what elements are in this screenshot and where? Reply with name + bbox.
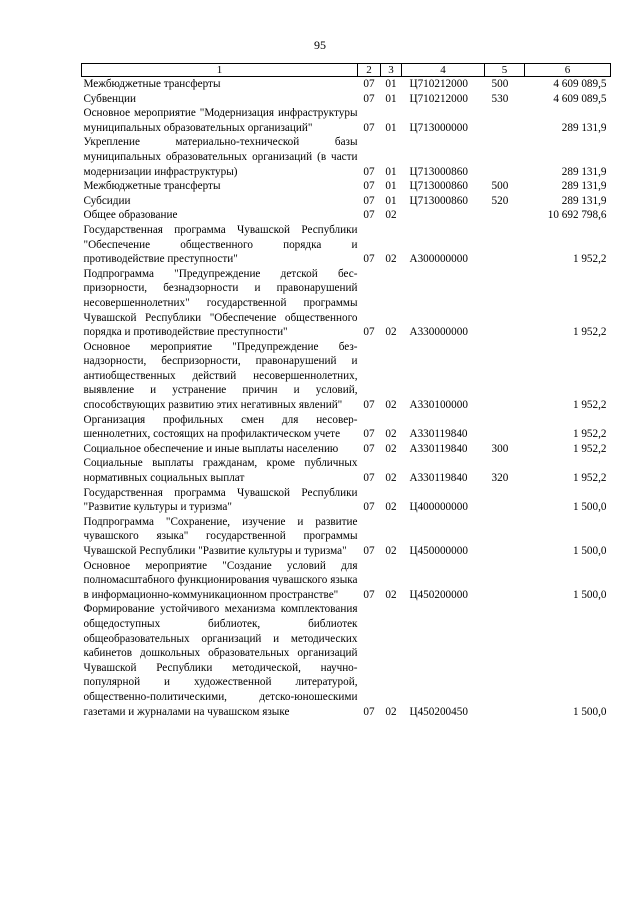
row-subsection: 02 (385, 472, 397, 485)
row-expense-kind (485, 559, 525, 603)
column-header-target: 4 (402, 64, 485, 77)
row-name: Межбюджетные трансферты (83, 180, 221, 193)
row-amount: 4 609 089,5 (553, 92, 607, 105)
row-target-code: Ц450200450 (409, 705, 468, 718)
table-header (82, 64, 611, 77)
row-section: 07 (363, 92, 375, 105)
row-amount: 1 500,0 (572, 705, 607, 718)
row-subsection: 01 (385, 78, 397, 90)
row-target-code: Ц713000860 (409, 180, 468, 193)
row-expense-kind (485, 223, 525, 267)
table-row (82, 486, 611, 515)
row-amount: 1 952,2 (572, 253, 607, 266)
row-amount: 1 500,0 (572, 501, 607, 514)
row-subsection: 02 (385, 545, 397, 557)
row-name: Общее образование (83, 209, 178, 222)
table-row (82, 208, 611, 223)
row-expense-kind (485, 515, 525, 559)
row-name: Межбюджетные трансферты (83, 78, 221, 90)
row-amount: 289 131,9 (561, 121, 607, 134)
row-target-code: Ц713000000 (409, 121, 468, 134)
row-subsection: 02 (385, 399, 397, 412)
row-expense-kind (485, 267, 525, 340)
row-section: 07 (363, 209, 375, 222)
row-section: 07 (363, 588, 375, 601)
row-amount: 10 692 798,6 (547, 209, 607, 222)
row-section: 07 (363, 78, 375, 90)
table-row (82, 194, 611, 209)
row-expense-kind (485, 413, 525, 442)
row-name: Укрепление материально-технической базы муниципальных образовательных организаций (в части модернизации инфраструктуры) (83, 136, 358, 178)
page-number: 95 (314, 38, 326, 52)
row-subsection: 02 (385, 501, 397, 514)
row-expense-kind: 500 (491, 180, 509, 193)
row-expense-kind: 520 (491, 194, 509, 207)
table-row (82, 602, 611, 719)
row-section: 07 (363, 326, 375, 339)
table-row (82, 179, 611, 194)
row-name: Государственная программа Чувашской Республики "Развитие культуры и туризма" (83, 486, 358, 514)
table-row (82, 92, 611, 107)
row-section: 07 (363, 165, 375, 178)
row-target-code: А330000000 (409, 326, 468, 339)
row-target-code: А330119840 (409, 442, 468, 455)
row-target-code: Ц713000860 (409, 165, 468, 178)
row-subsection: 02 (385, 209, 397, 222)
row-subsection: 02 (385, 326, 397, 339)
table-row (82, 413, 611, 442)
row-expense-kind: 300 (491, 442, 509, 455)
row-name: Основное мероприятие "Создание условий для полномасштабного функционирования чувашского языка в информационно-коммуникационном пространстве" (83, 559, 358, 601)
row-subsection: 01 (385, 92, 397, 105)
row-target-code: Ц450000000 (409, 545, 468, 557)
table-row (82, 559, 611, 603)
row-expense-kind (485, 340, 525, 413)
row-section: 07 (363, 442, 375, 455)
row-subsection: 02 (385, 253, 397, 266)
table-row (82, 106, 611, 135)
row-amount: 1 952,2 (572, 442, 607, 455)
budget-table (81, 63, 611, 719)
row-subsection: 01 (385, 180, 397, 193)
row-target-code: Ц710212000 (409, 78, 468, 90)
row-name: Социальные выплаты гражданам, кроме публичных нормативных социальных выплат (83, 457, 358, 485)
table-row (82, 267, 611, 340)
row-name: Субсидии (83, 194, 131, 207)
header-row (82, 64, 611, 77)
row-target-code: Ц713000860 (409, 194, 468, 207)
row-subsection: 02 (385, 442, 397, 455)
row-name: Основное мероприятие "Предупреждение безнадзорности, беспризорности, правонарушений и антиобщественных действий несовершеннолетних, выявление и устранение причин и условий, способствующих развитию этих негативных явлений" (83, 340, 358, 412)
table-body (82, 77, 611, 720)
row-name: Государственная программа Чувашской Республики "Обеспечение общественного порядка и противодействие преступности" (83, 223, 358, 266)
row-name: Субвенции (83, 92, 136, 105)
table-row (82, 135, 611, 179)
row-amount: 1 952,2 (572, 326, 607, 339)
row-name: Основное мероприятие "Модернизация инфраструктуры муниципальных образовательных организаций" (83, 107, 358, 134)
row-name: Подпрограмма "Предупреждение детской беспризорности, безнадзорности и правонарушений несовершеннолетних" государственной программы Чувашской Республики "Обеспечение общественного порядка и противодействие преступности" (83, 267, 358, 339)
row-expense-kind (485, 106, 525, 135)
table-row (82, 340, 611, 413)
row-name: Подпрограмма "Сохранение, изучение и развитие чувашского языка" государственной программы Чувашской Республики "Развитие культуры и туризма" (83, 515, 358, 557)
column-header-amount: 6 (525, 64, 611, 77)
row-expense-kind: 320 (491, 472, 509, 485)
row-target-code: Ц710212000 (409, 92, 468, 105)
column-header-subsection: 3 (381, 64, 402, 77)
row-subsection: 01 (385, 121, 397, 134)
row-name: Формирование устойчивого механизма комплектования общедоступных библиотек, библиотек общеобразовательных организаций и методических кабинетов дошкольных образовательных организаций Чувашской Республики методической, научно-популярной и художественной литературой, общественно-политическими, детско-юношескими газетами и журналами на чувашском языке (83, 603, 358, 718)
row-section: 07 (363, 501, 375, 514)
row-amount: 289 131,9 (561, 165, 607, 178)
row-section: 07 (363, 545, 375, 557)
row-section: 07 (363, 194, 375, 207)
row-target-code: А330119840 (409, 428, 468, 441)
row-subsection: 02 (385, 705, 397, 718)
row-section: 07 (363, 705, 375, 718)
row-subsection: 01 (385, 165, 397, 178)
table-row (82, 456, 611, 485)
row-section: 07 (363, 180, 375, 193)
row-target-code: А330119840 (409, 472, 468, 485)
row-amount: 4 609 089,5 (553, 78, 607, 90)
table-row (82, 442, 611, 457)
row-expense-kind (485, 208, 525, 223)
row-expense-kind (485, 135, 525, 179)
row-section: 07 (363, 472, 375, 485)
row-target-code (402, 208, 485, 223)
row-amount: 1 952,2 (572, 399, 607, 412)
row-section: 07 (363, 253, 375, 266)
row-name: Социальное обеспечение и иные выплаты населению (83, 442, 339, 455)
table-row (82, 223, 611, 267)
row-expense-kind (485, 486, 525, 515)
column-header-section: 2 (358, 64, 381, 77)
table-row (82, 77, 611, 92)
row-expense-kind (485, 602, 525, 719)
column-header-name: 1 (82, 64, 358, 77)
row-target-code: А300000000 (409, 253, 468, 266)
row-amount: 1 500,0 (572, 588, 607, 601)
row-subsection: 02 (385, 588, 397, 601)
row-name: Организация профильных смен для несовершеннолетних, состоящих на профилактическом учете (83, 413, 358, 441)
column-header-kind: 5 (485, 64, 525, 77)
row-amount: 1 500,0 (572, 545, 607, 557)
row-expense-kind: 500 (491, 78, 509, 90)
row-target-code: А330100000 (409, 399, 468, 412)
row-subsection: 01 (385, 194, 397, 207)
row-section: 07 (363, 121, 375, 134)
row-amount: 289 131,9 (561, 194, 607, 207)
row-target-code: Ц400000000 (409, 501, 468, 514)
row-expense-kind: 530 (491, 92, 509, 105)
table-row (82, 515, 611, 559)
row-section: 07 (363, 428, 375, 441)
row-target-code: Ц450200000 (409, 588, 468, 601)
row-amount: 1 952,2 (572, 472, 607, 485)
row-amount: 289 131,9 (561, 180, 607, 193)
row-section: 07 (363, 399, 375, 412)
row-amount: 1 952,2 (572, 428, 607, 441)
row-subsection: 02 (385, 428, 397, 441)
